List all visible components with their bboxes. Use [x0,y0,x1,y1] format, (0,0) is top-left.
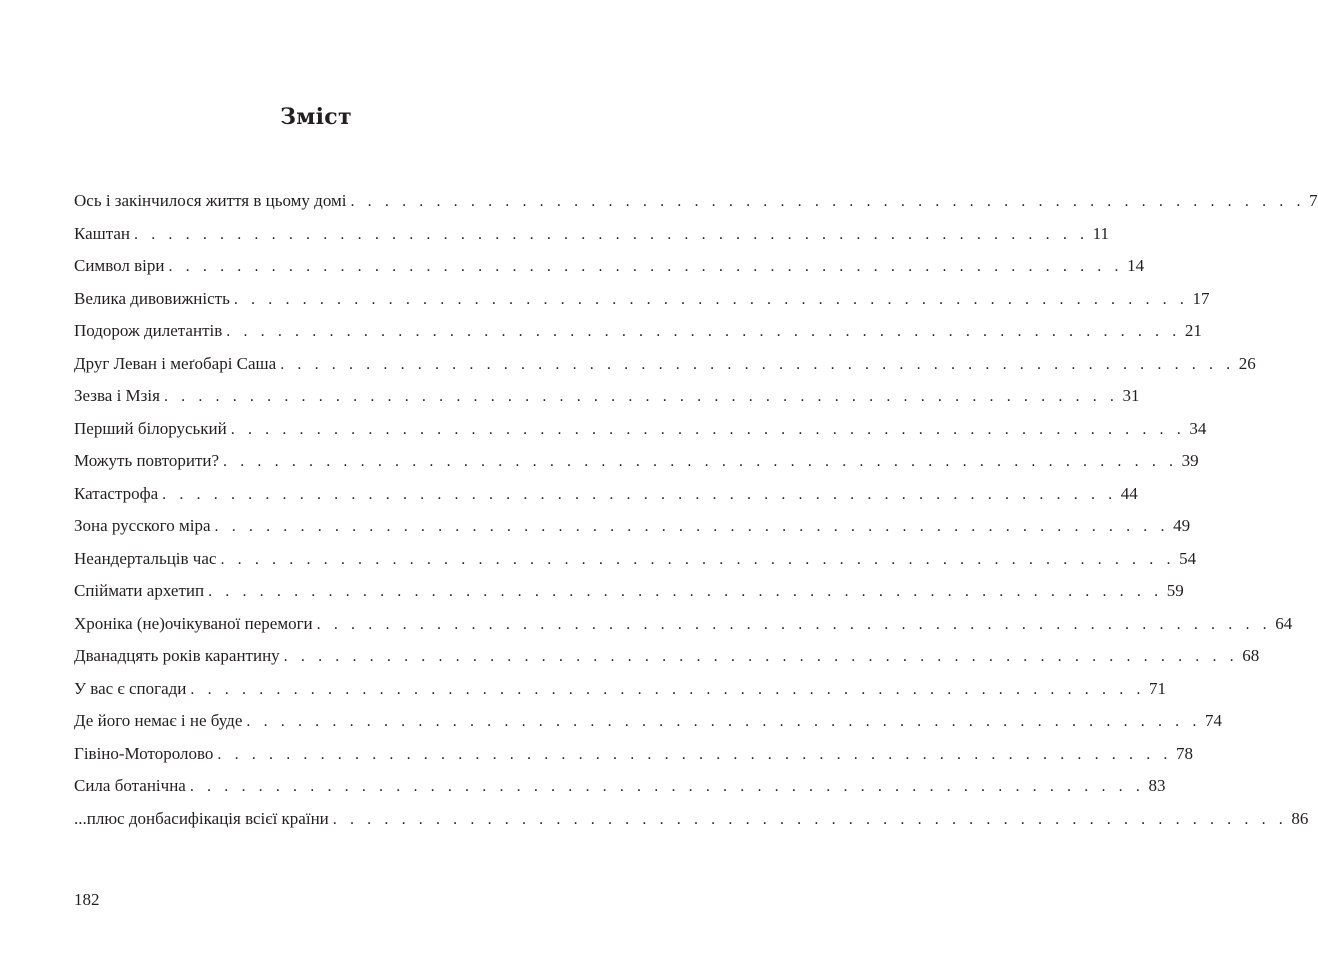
toc-dot-leader: . . . . . . . . . . . . . . . . . . . . . . . . . . . . . . . . . . . . . . . . . . . . . . . . . . . . . . . . [223,453,1178,470]
toc-dot-leader: . . . . . . . . . . . . . . . . . . . . . . . . . . . . . . . . . . . . . . . . . . . . . . . . . . . . . . . . [134,225,1089,243]
toc-entry-title: ...плюс донбасифікація всієї країни [74,808,329,828]
toc-dot-leader: . . . . . . . . . . . . . . . . . . . . . . . . . . . . . . . . . . . . . . . . . . . . . . . . . . . . . . . . [226,323,1181,340]
toc-entry-page-number: 54 [1179,548,1197,568]
toc-entry [74,770,1166,803]
toc-entry [74,445,1199,478]
toc-entry [74,478,1138,511]
toc-entry-title: Зезва і Мзія [74,386,160,405]
table-of-contents [74,185,1318,835]
toc-entry-page-number: 34 [1189,418,1207,438]
toc-entry-title: У вас є спогади [74,678,187,698]
toc-entry-page-number: 39 [1181,451,1199,470]
toc-entry [74,543,1197,576]
toc-entry-title: Катастрофа [74,483,159,503]
toc-entry-title: Зона русского міра [74,516,211,535]
toc-dot-leader: . . . . . . . . . . . . . . . . . . . . . . . . . . . . . . . . . . . . . . . . . . . . . . . . . . . . . . . . [214,518,1170,535]
toc-dot-leader: . . . . . . . . . . . . . . . . . . . . . . . . . . . . . . . . . . . . . . . . . . . . . . . . . . . . . . . . [350,193,1306,210]
toc-entry-title: Подорож дилетантів [74,321,223,340]
toc-entry-title: Неандертальців час [74,548,217,568]
toc-entry-page-number: 71 [1149,678,1166,698]
toc-entry-page-number: 14 [1127,256,1145,275]
toc-dot-leader: . . . . . . . . . . . . . . . . . . . . . . . . . . . . . . . . . . . . . . . . . . . . . . . . . . . . . . . . [280,355,1235,373]
toc-dot-leader: . . . . . . . . . . . . . . . . . . . . . . . . . . . . . . . . . . . . . . . . . . . . . . . . . . . . . . . . [332,810,1288,828]
toc-dot-leader: . . . . . . . . . . . . . . . . . . . . . . . . . . . . . . . . . . . . . . . . . . . . . . . . . . . . . . . . [208,583,1163,600]
toc-entry [74,283,1210,316]
toc-dot-leader: . . . . . . . . . . . . . . . . . . . . . . . . . . . . . . . . . . . . . . . . . . . . . . . . . . . . . . . . [190,680,1145,698]
toc-entry-page-number: 44 [1120,483,1138,503]
toc-entry [74,380,1140,413]
toc-entry [74,218,1110,251]
toc-entry-page-number: 11 [1092,223,1110,243]
toc-entry [74,315,1202,348]
toc-entry [74,673,1166,706]
toc-entry [74,640,1260,673]
toc-entry [74,608,1293,641]
page-title: Зміст [280,103,352,130]
toc-entry-title: Друг Леван і меґобарі Саша [74,353,277,373]
toc-entry-page-number: 74 [1204,711,1222,730]
toc-entry-page-number: 64 [1275,613,1293,633]
toc-entry-page-number: 78 [1176,743,1194,763]
toc-entry [74,575,1184,608]
toc-entry [74,348,1256,381]
toc-entry-title: Ось і закінчилося життя в цьому домі [74,191,347,210]
toc-entry-title: Перший білоруський [74,418,227,438]
toc-entry [74,705,1222,738]
toc-entry-title: Спіймати архетип [74,581,205,600]
toc-entry-title: Дванадцять років карантину [74,646,280,665]
toc-entry-title: Гівіно-Моторолово [74,743,214,763]
toc-entry-title: Можуть повторити? [74,451,220,470]
toc-entry-title: Символ віри [74,256,165,275]
toc-entry-page-number: 21 [1184,321,1202,340]
toc-entry [74,250,1145,283]
toc-entry-page-number: 26 [1238,353,1256,373]
toc-dot-leader: . . . . . . . . . . . . . . . . . . . . . . . . . . . . . . . . . . . . . . . . . . . . . . . . . . . . . . . . [233,290,1189,308]
toc-entry-title: Велика дивовижність [74,288,230,308]
toc-dot-leader: . . . . . . . . . . . . . . . . . . . . . . . . . . . . . . . . . . . . . . . . . . . . . . . . . . . . . . . . [189,778,1145,795]
toc-entry [74,803,1309,836]
toc-entry [74,185,1318,218]
toc-entry-page-number: 17 [1192,288,1210,308]
toc-dot-leader: . . . . . . . . . . . . . . . . . . . . . . . . . . . . . . . . . . . . . . . . . . . . . . . . . . . . . . . . [230,420,1186,438]
toc-dot-leader: . . . . . . . . . . . . . . . . . . . . . . . . . . . . . . . . . . . . . . . . . . . . . . . . . . . . . . . . [220,550,1176,568]
toc-entry-title: Де його немає і не буде [74,711,243,730]
toc-entry-page-number: 68 [1242,646,1260,665]
toc-dot-leader: . . . . . . . . . . . . . . . . . . . . . . . . . . . . . . . . . . . . . . . . . . . . . . . . . . . . . . . . [163,388,1119,405]
toc-dot-leader: . . . . . . . . . . . . . . . . . . . . . . . . . . . . . . . . . . . . . . . . . . . . . . . . . . . . . . . . [246,713,1201,730]
toc-entry [74,413,1207,446]
page-number: 182 [74,890,100,909]
toc-dot-leader: . . . . . . . . . . . . . . . . . . . . . . . . . . . . . . . . . . . . . . . . . . . . . . . . . . . . . . . . [316,615,1272,633]
toc-entry [74,738,1194,771]
toc-entry-title: Каштан [74,223,131,243]
toc-entry-page-number: 59 [1166,581,1184,600]
toc-entry [74,510,1191,543]
toc-entry-page-number: 31 [1122,386,1140,405]
toc-dot-leader: . . . . . . . . . . . . . . . . . . . . . . . . . . . . . . . . . . . . . . . . . . . . . . . . . . . . . . . . [162,485,1117,503]
toc-entry-title: Сила ботанічна [74,776,186,795]
toc-entry-page-number: 83 [1148,776,1166,795]
toc-dot-leader: . . . . . . . . . . . . . . . . . . . . . . . . . . . . . . . . . . . . . . . . . . . . . . . . . . . . . . . . [217,745,1173,763]
toc-entry-title: Хроніка (не)очікуваної перемоги [74,613,313,633]
toc-dot-leader: . . . . . . . . . . . . . . . . . . . . . . . . . . . . . . . . . . . . . . . . . . . . . . . . . . . . . . . . [283,648,1239,665]
toc-dot-leader: . . . . . . . . . . . . . . . . . . . . . . . . . . . . . . . . . . . . . . . . . . . . . . . . . . . . . . . . [168,258,1124,275]
toc-entry-page-number: 49 [1173,516,1191,535]
toc-entry-page-number: 7 [1309,191,1318,210]
toc-entry-page-number: 86 [1291,808,1309,828]
